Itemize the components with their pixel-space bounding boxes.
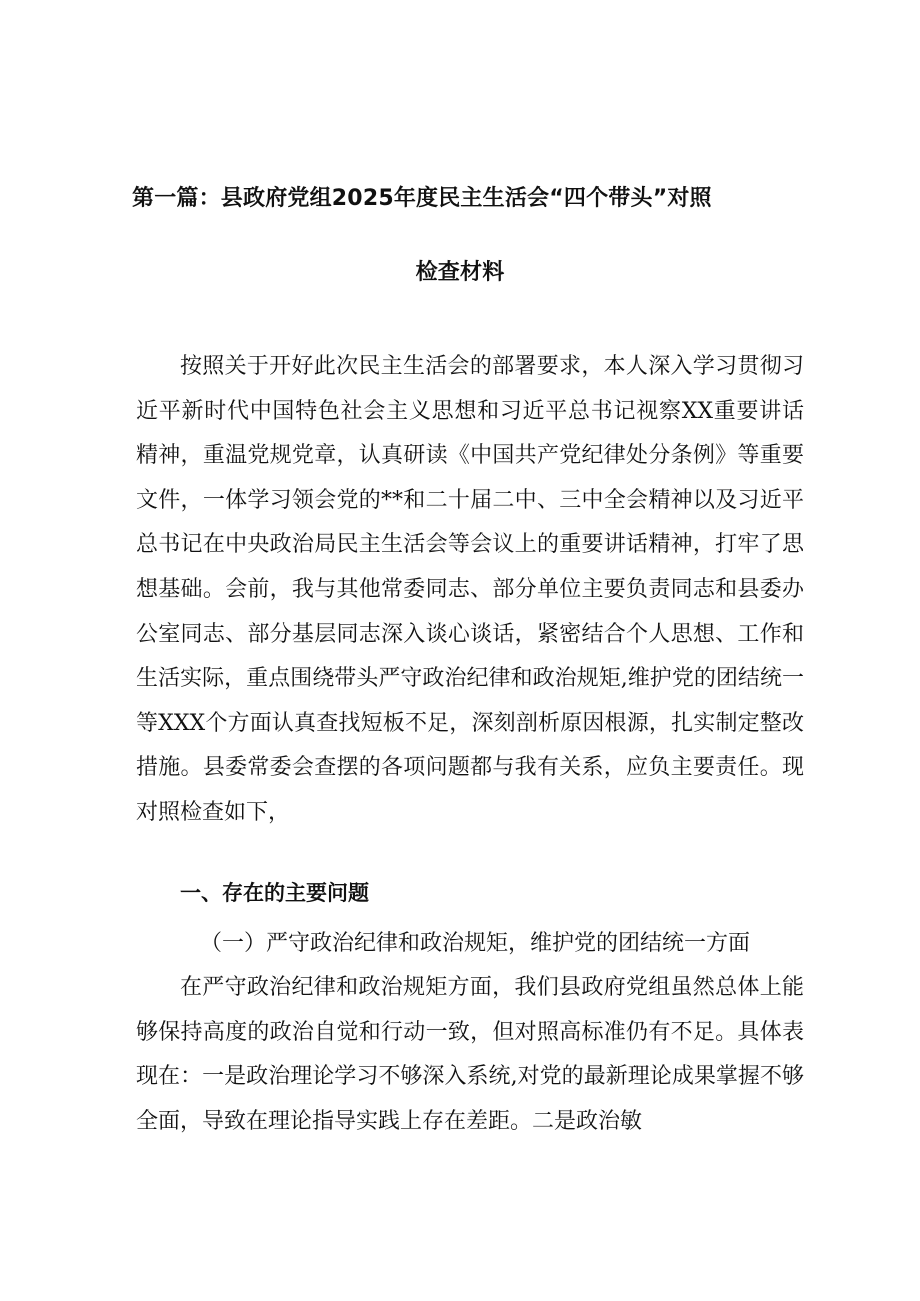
section-heading: 一、存在的主要问题 — [180, 881, 369, 905]
document-title-line2: 检查材料 — [415, 260, 505, 285]
document-title-line1: 第一篇：县政府党组2025年度民主生活会“四个带头”对照 — [132, 186, 712, 211]
subsection-heading: （一）严守政治纪律和政治规矩，维护党的团结统一方面 — [200, 931, 751, 956]
intro-paragraph: 按照关于开好此次民主生活会的部署要求，本人深入学习贯彻习近平新时代中国特色社会主义思想和习近平总书记视察XX重要讲话精神，重温党规党章，认真研读《中国共产党纪律处分条例》等重要文件，一体学习领会党的**和二十届二中、三中全会精神以及习近平总书记在中央政治局民主生活会等会议上的重要讲话精神，打牢了思想基础。会前，我与其他常委同志、部分单位主要负责同志和县委办公室同志、部分基层同志深入谈心谈话，紧密结合个人思想、工作和生活实际，重点围绕带头严守政治纪律和政治规矩,维护党的团结统一等XXX个方面认真查找短板不足，深刻剖析原因根源，扎实制定整改措施。县委常委会查摆的各项问题都与我有关系，应负主要责任。现对照检查如下， — [136, 354, 804, 825]
body-paragraph: 在严守政治纪律和政治规矩方面，我们县政府党组虽然总体上能够保持高度的政治自觉和行动一致，但对照高标准仍有不足。具体表现在：一是政治理论学习不够深入系统,对党的最新理论成果掌握不够全面，导致在理论指导实践上存在差距。二是政治敏 — [136, 975, 804, 1134]
